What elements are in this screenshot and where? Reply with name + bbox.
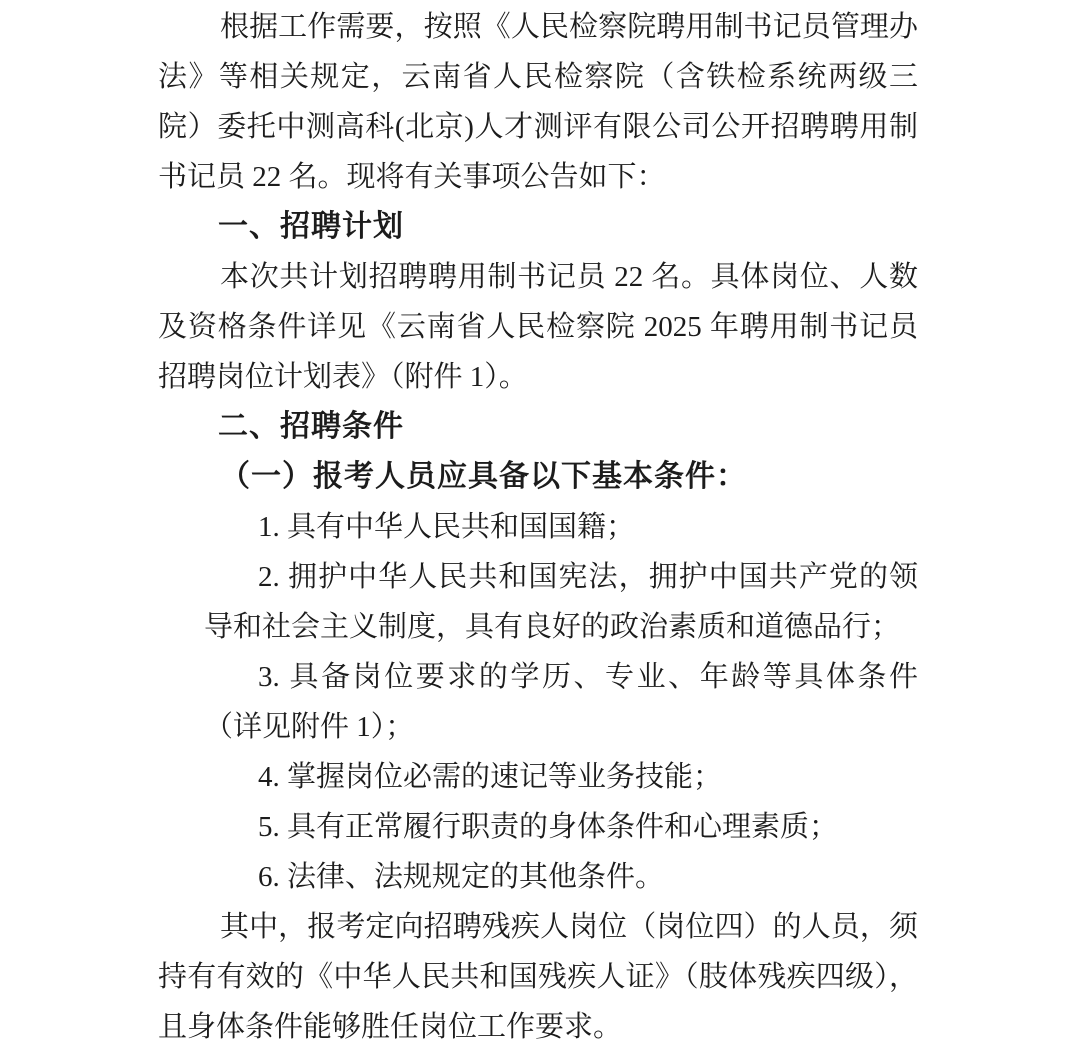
subsection-basic-conditions: （一）报考人员应具备以下基本条件： [220,460,747,493]
section-heading-recruit-plan: 一、招聘计划 [218,210,404,243]
condition-item-5: 5. 具有正常履行职责的身体条件和心理素质； [258,811,839,843]
section-heading-requirements: 二、招聘条件 [218,410,404,443]
condition-item-3: 3. 具备岗位要求的学历、专业、年龄等具体条件（详见附件 1）； [204,661,918,743]
condition-item-6: 6. 法律、法规规定的其他条件。 [258,861,665,893]
paragraph-intro: 根据工作需要，按照《人民检察院聘用制书记员管理办法》等相关规定，云南省人民检察院（含铁检系统两级三院）委托中测高科(北京)人才测评有限公司公开招聘聘用制书记员 22 名。现将有关事项公告如下： [158,11,918,193]
paragraph-disability-note: 其中，报考定向招聘残疾人岗位（岗位四）的人员，须持有有效的《中华人民共和国残疾人证》（肢体残疾四级），且身体条件能够胜任岗位工作要求。 [158,911,918,1043]
paragraph-plan-detail: 本次共计划招聘聘用制书记员 22 名。具体岗位、人数及资格条件详见《云南省人民检察院 2025 年聘用制书记员招聘岗位计划表》（附件 1）。 [158,261,918,393]
condition-item-2: 2. 拥护中华人民共和国宪法，拥护中国共产党的领导和社会主义制度，具有良好的政治素质和道德品行； [204,561,918,643]
condition-item-4: 4. 掌握岗位必需的速记等业务技能； [258,761,723,793]
condition-item-1: 1. 具有中华人民共和国国籍； [258,511,636,543]
